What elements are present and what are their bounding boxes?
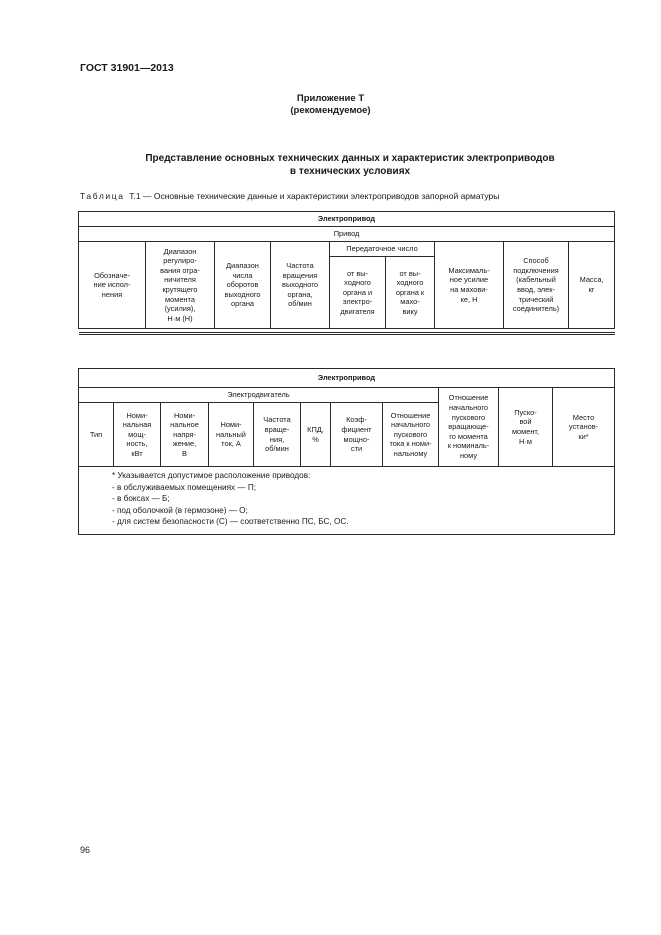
appendix-subtitle: (рекомендуемое) bbox=[290, 105, 371, 116]
standard-code: ГОСТ 31901—2013 bbox=[80, 62, 174, 74]
header-torque-range: Диапазон регулиро- вания огра- ничителя крутящего момента (усилия), Н·м (Н) bbox=[146, 242, 215, 329]
header-handwheel-force: Максималь- ное усилие на махови- ке, Н bbox=[435, 242, 504, 329]
note-line: * Указывается допустимое расположение приводов: bbox=[112, 471, 311, 480]
table1-bottom-rule bbox=[79, 329, 615, 334]
drive-table bbox=[78, 211, 615, 335]
header-gear-ratio-group: Передаточное число bbox=[330, 242, 435, 257]
header-ratio-motor: от вы- ходного органа и электро- двигателя bbox=[330, 257, 386, 329]
page-number: 96 bbox=[80, 845, 91, 855]
table2-band-electric-drive: Электропривод bbox=[79, 369, 615, 388]
note-line: - в обслуживаемых помещениях — П; bbox=[112, 482, 257, 492]
header-motor-group: Электродвигатель bbox=[79, 388, 439, 403]
table-caption-label: Таблица bbox=[80, 191, 125, 201]
header-ratio-handwheel: от вы- ходного органа к махо- вику bbox=[386, 257, 435, 329]
note-line: - под оболочкой (в гермозоне) — О; bbox=[112, 505, 248, 515]
header-type: Тип bbox=[79, 403, 114, 467]
table2-notes bbox=[79, 467, 615, 535]
header-torque-ratio: Отношение начального пускового вращающе- го момента к номиналь- ному bbox=[439, 388, 499, 467]
header-starting-torque: Пуско- вой момент, Н·м bbox=[499, 388, 553, 467]
header-rotation-speed: Частота враще- ния, об/мин bbox=[254, 403, 301, 467]
table1-band-electric-drive: Электропривод bbox=[79, 212, 615, 227]
motor-table bbox=[78, 368, 615, 535]
header-location: Место установ- ки* bbox=[553, 388, 615, 467]
header-rated-power: Номи- нальная мощ- ность, кВт bbox=[114, 403, 161, 467]
header-current-ratio: Отношение начального пускового тока к номи- нальному bbox=[383, 403, 439, 467]
appendix-heading bbox=[0, 93, 661, 117]
header-power-factor: Коэф- фициент мощно- сти bbox=[331, 403, 383, 467]
note-line: - в боксах — Б; bbox=[112, 494, 170, 504]
appendix-title: Приложение Т bbox=[296, 93, 365, 104]
document-title-line-1: Представление основных технических данных и характеристик электроприводов bbox=[145, 153, 555, 164]
table-caption-text: Т.1 — Основные технические данные и характеристики электроприводов запорной арматуры bbox=[129, 191, 500, 201]
header-output-speed: Частота вращения выходного органа, об/мин bbox=[271, 242, 330, 329]
header-rated-current: Номи- нальный ток, А bbox=[209, 403, 254, 467]
table-caption bbox=[80, 191, 499, 201]
header-efficiency: КПД, % bbox=[301, 403, 331, 467]
header-connection: Способ подключения (кабельный ввод, элек- трический соединитель) bbox=[504, 242, 569, 329]
header-mass: Масса, кг bbox=[569, 242, 615, 329]
header-speed-range: Диапазон числа оборотов выходного органа bbox=[215, 242, 271, 329]
header-designation: Обозначе- ние испол- нения bbox=[79, 242, 146, 329]
note-line: - для систем безопасности (С) — соответственно ПС, БС, ОС. bbox=[112, 517, 349, 527]
document-title bbox=[80, 152, 620, 178]
header-rated-voltage: Номи- нальное напря- жение, В bbox=[161, 403, 209, 467]
document-title-line-2: в технических условиях bbox=[289, 166, 411, 177]
table1-band-drive: Привод bbox=[79, 227, 615, 242]
